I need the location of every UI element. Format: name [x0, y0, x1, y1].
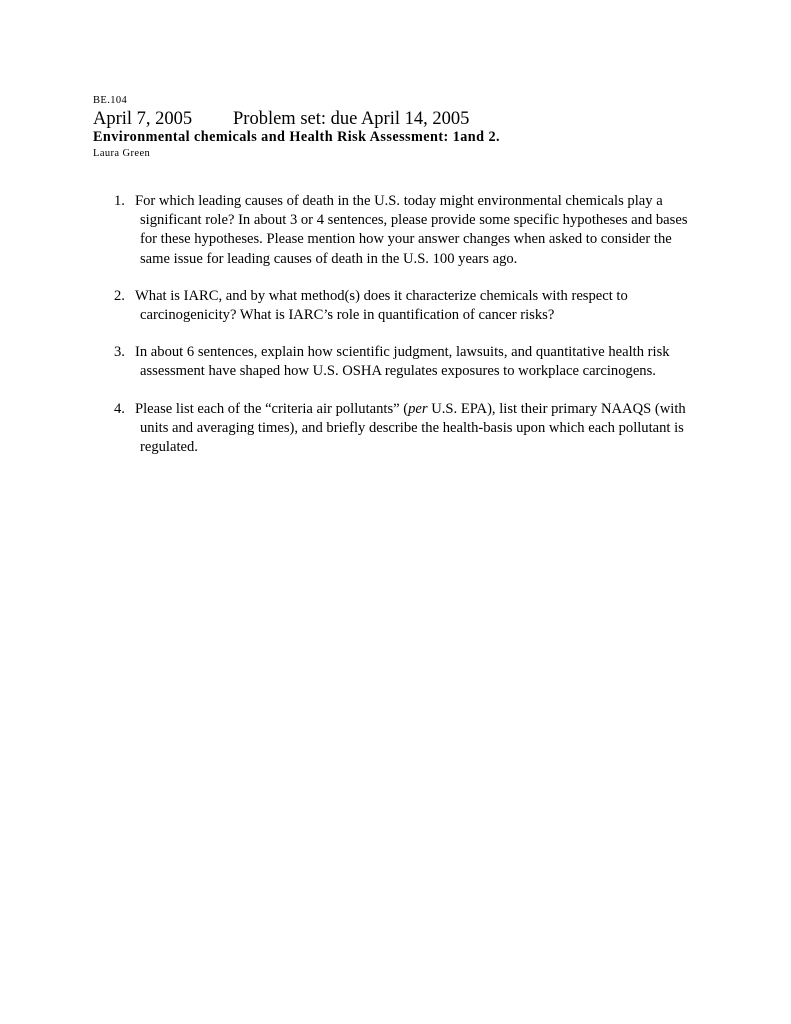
question-text	[135, 401, 686, 455]
due-date: Problem set: due April 14, 2005	[233, 109, 470, 129]
question-3	[93, 343, 693, 381]
question-text-end: U.S. EPA), list their primary NAAQS (with units and averaging times), and briefly describe the health-basis upon which each pollutant is regulated.	[140, 400, 686, 456]
question-1	[93, 192, 693, 269]
question-2	[93, 287, 693, 325]
question-number: 1.	[114, 193, 125, 209]
document-subtitle: Environmental chemicals and Health Risk Assessment: 1and 2.	[93, 129, 501, 145]
question-text: What is IARC, and by what method(s) does it characterize chemicals with respect to carcinogenicity? What is IARC’s role in quantification of cancer risks?	[135, 287, 628, 324]
question-text-italic: per	[408, 400, 428, 417]
question-text: For which leading causes of death in the U.S. today might environmental chemicals play a significant role? In about 3 or 4 sentences, please provide some specific hypotheses and bases for these hypotheses. Please mention how your answer changes when asked to consider the same issue for leading causes of death in the U.S. 100 years ago.	[135, 193, 688, 267]
author-name: Laura Green	[93, 148, 151, 159]
headline	[93, 108, 470, 130]
assignment-date: April 7, 2005	[93, 109, 193, 129]
question-number: 2.	[114, 287, 125, 304]
question-list	[93, 192, 693, 475]
question-number: 4.	[114, 400, 125, 417]
question-text-start: Please list each of the “criteria air pollutants” (	[135, 400, 409, 417]
question-4	[93, 400, 693, 458]
question-text: In about 6 sentences, explain how scientific judgment, lawsuits, and quantitative health risk assessment have shaped how U.S. OSHA regulates exposures to workplace carcinogens.	[135, 344, 670, 380]
course-code: BE.104	[93, 95, 128, 106]
question-number: 3.	[114, 344, 125, 361]
